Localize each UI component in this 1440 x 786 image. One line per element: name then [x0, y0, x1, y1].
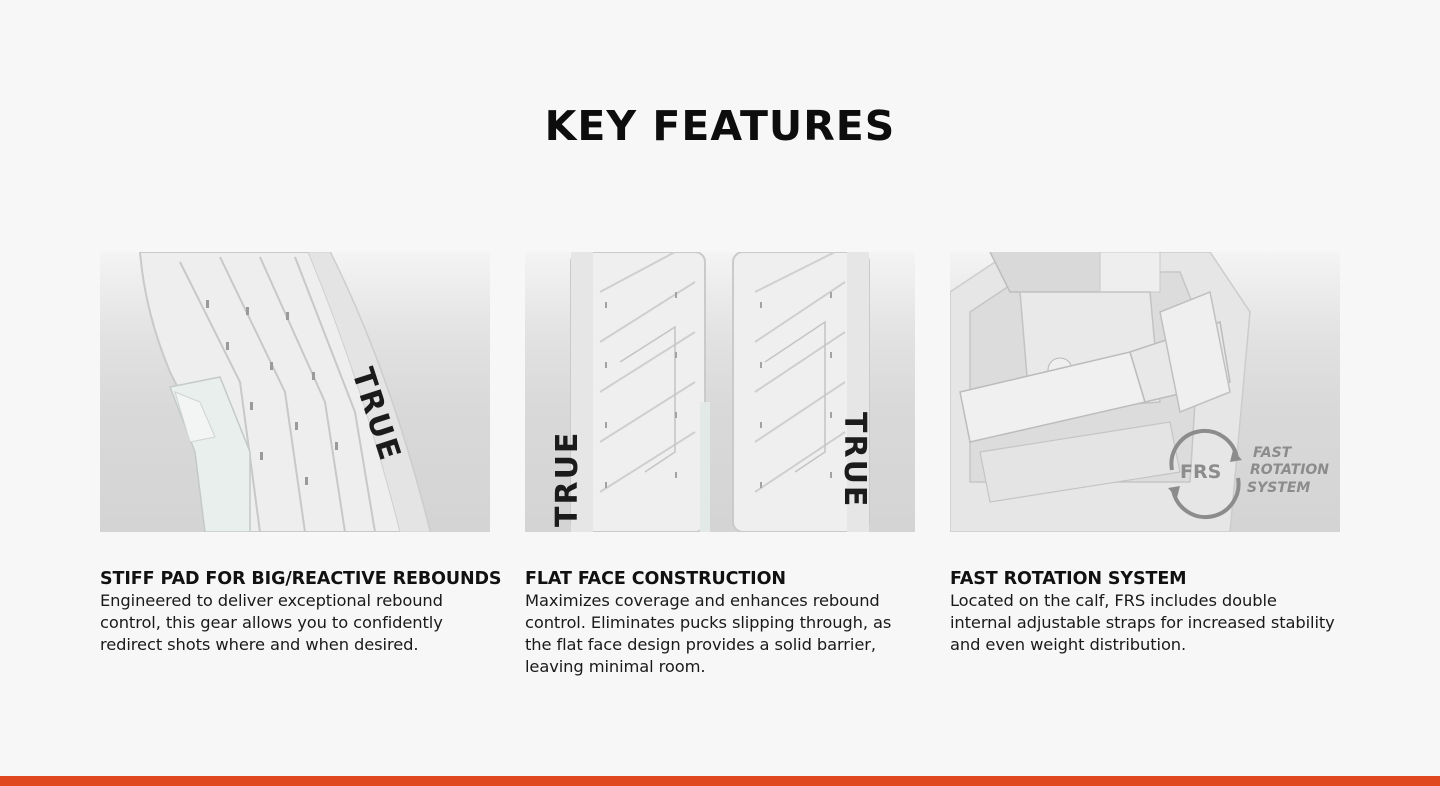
section-title: KEY FEATURES	[544, 102, 896, 150]
feature-description: Located on the calf, FRS includes double internal adjustable straps for increased stability and even weight distribution.	[950, 591, 1335, 654]
frs-badge-line3: SYSTEM	[1247, 480, 1311, 496]
true-logo-text-right: TRUE	[837, 412, 872, 509]
goalie-pads-front-view-image	[525, 252, 915, 532]
true-logo-text: TRUE	[344, 363, 408, 467]
feature-title: STIFF PAD FOR BIG/REACTIVE REBOUNDS	[100, 569, 502, 589]
feature-title: FLAT FACE CONSTRUCTION	[525, 569, 786, 589]
feature-title: FAST ROTATION SYSTEM	[950, 569, 1187, 589]
feature-card-rebounds	[100, 252, 502, 678]
frs-badge-line2: ROTATION	[1250, 462, 1330, 478]
goalie-pad-side-view-image	[100, 252, 490, 532]
goalie-pad-calf-straps-image	[950, 252, 1340, 532]
features-grid	[100, 252, 1340, 678]
feature-description: Maximizes coverage and enhances rebound control. Eliminates pucks slipping through, as the flat face design provides a solid barrier, leaving minimal room.	[525, 591, 892, 676]
feature-card-flat-face	[525, 252, 915, 678]
true-logo-text-left: TRUE	[550, 430, 585, 527]
accent-bar	[0, 776, 1440, 786]
feature-description: Engineered to deliver exceptional rebound control, this gear allows you to confidently redirect shots where and when desired.	[100, 591, 443, 654]
frs-badge-line1: FAST	[1253, 445, 1292, 461]
feature-card-frs	[950, 252, 1340, 678]
frs-badge-abbr: FRS	[1180, 461, 1222, 483]
